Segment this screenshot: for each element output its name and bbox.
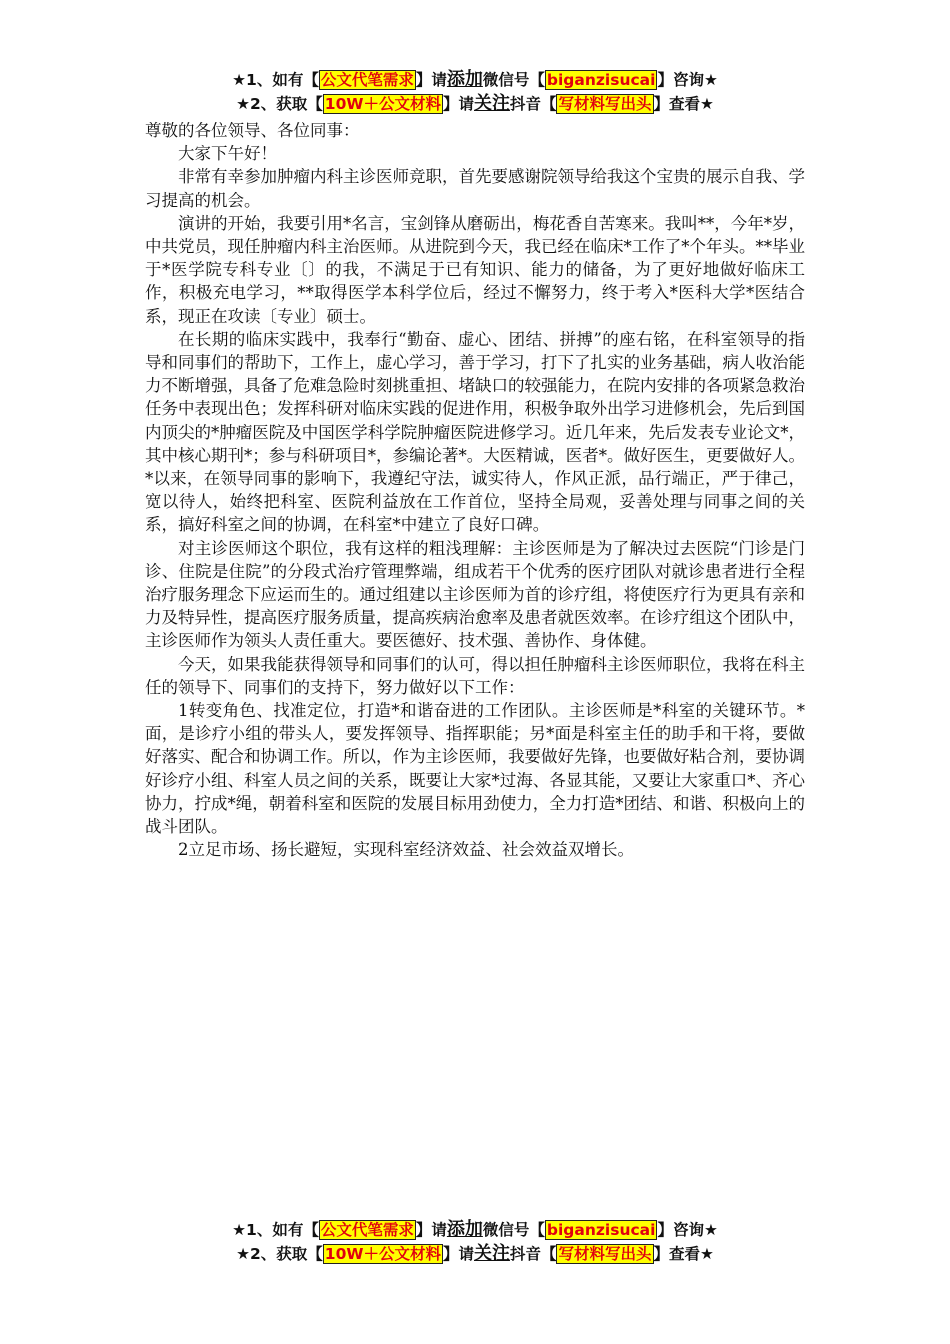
header-highlight-wechat-id: biganzisucai xyxy=(546,71,656,89)
footer-emphasis-follow: 关注 xyxy=(473,1243,510,1264)
header-emphasis-follow: 关注 xyxy=(473,93,510,114)
footer-line-1 xyxy=(0,1218,950,1242)
header-line-1-text-a: 1、如有【 xyxy=(246,71,319,89)
header-line-1-text-c: 微信号【 xyxy=(482,71,545,89)
footer-line-1-text-c: 微信号【 xyxy=(482,1221,545,1239)
footer-line-2-text-a: 2、获取【 xyxy=(249,1245,323,1263)
header-line-2-text-b: 】请 xyxy=(442,95,474,113)
star-icon: ★ xyxy=(236,95,250,113)
header-line-1-text-b: 】请 xyxy=(415,71,447,89)
footer-line-1-text-d: 】咨询★ xyxy=(657,1221,718,1239)
paragraph-greeting: 大家下午好！ xyxy=(178,144,277,164)
header-line-1 xyxy=(0,68,950,92)
header-emphasis-add: 添加 xyxy=(446,69,483,90)
header-highlight-douyin: 写材料写出头 xyxy=(558,95,652,113)
footer-line-1-text-a: 1、如有【 xyxy=(246,1221,319,1239)
header-banner xyxy=(0,68,950,116)
footer-line-2-text-b: 】请 xyxy=(442,1245,474,1263)
header-line-2-text-d: 】查看★ xyxy=(653,95,714,113)
speech-body xyxy=(145,119,805,862)
star-icon: ★ xyxy=(232,1221,247,1239)
paragraph-plan-intro: 今天，如果我能获得领导和同事们的认可，得以担任肿瘤科主诊医师职位，我将在科主任的领导下、同事们的支持下，努力做好以下工作： xyxy=(145,654,805,697)
salutation: 尊敬的各位领导、各位同事： xyxy=(145,121,360,140)
header-line-2 xyxy=(0,92,950,116)
footer-line-1-text-b: 】请 xyxy=(415,1221,447,1239)
paragraph-plan-1: 1转变角色、找准定位，打造*和谐奋进的工作团队。主诊医师是*科室的关键环节。*面，是诊疗小组的带头人，要发挥领导、指挥职能；另*面是科室主任的助手和干将，要做好落实、配合和协调工作。所以，作为主诊医师，我要做好先锋，也要做好粘合剂，要协调好诊疗小组、科室人员之间的关系，既要让大家*过海、各显其能，又要让大家重口*、齐心协力，拧成*绳，朝着科室和医院的发展目标用劲使力，全力打造*团结、和谐、积极向上的战斗团队。 xyxy=(145,701,805,837)
footer-banner xyxy=(0,1218,950,1266)
footer-line-2-text-d: 】查看★ xyxy=(653,1245,714,1263)
footer-line-2 xyxy=(0,1242,950,1266)
paragraph-thanks: 非常有幸参加肿瘤内科主诊医师竞职，首先要感谢院领导给我这个宝贵的展示自我、学习提高的机会。 xyxy=(145,167,805,210)
star-icon: ★ xyxy=(232,71,247,89)
footer-highlight-materials: 10W＋公文材料 xyxy=(324,1245,441,1263)
footer-line-2-text-c: 抖音【 xyxy=(509,1245,557,1263)
header-line-2-text-c: 抖音【 xyxy=(509,95,557,113)
paragraph-plan-2: 2立足市场、扬长避短，实现科室经济效益、社会效益双增长。 xyxy=(178,840,634,860)
header-highlight-materials: 10W＋公文材料 xyxy=(324,95,441,113)
footer-highlight-douyin: 写材料写出头 xyxy=(558,1245,652,1263)
header-line-1-text-d: 】咨询★ xyxy=(657,71,718,89)
footer-emphasis-add: 添加 xyxy=(446,1219,483,1240)
header-highlight-service: 公文代笔需求 xyxy=(320,71,414,89)
star-icon: ★ xyxy=(236,1245,250,1263)
footer-highlight-service: 公文代笔需求 xyxy=(320,1221,414,1239)
paragraph-experience: 在长期的临床实践中，我奉行“勤奋、虚心、团结、拼搏”的座右铭，在科室领导的指导和同事们的帮助下，工作上，虚心学习，善于学习，打下了扎实的业务基础，病人收治能力不断增强，具备了危难急险时刻挑重担、堵缺口的较强能力，在院内安排的各项紧急救治任务中表现出色；发挥科研对临床实践的促进作用，积极争取外出学习进修机会，先后到国内顶尖的*肿瘤医院及中国医学科学院肿瘤医院进修学习。近几年来，先后发表专业论文*，其中核心期刊*；参与科研项目*，参编论著*。大医精诚，医者*。做好医生，更要做好人。*以来，在领导同事的影响下，我遵纪守法，诚实待人，作风正派，品行端正，严于律己，宽以待人，始终把科室、医院利益放在工作首位，坚持全局观，妥善处理与同事之间的关系，搞好科室之间的协调，在科室*中建立了良好口碑。 xyxy=(145,329,805,535)
paragraph-introduction: 演讲的开始，我要引用*名言，宝剑锋从磨砺出，梅花香自苦寒来。我叫**，今年*岁，中共党员，现任肿瘤内科主治医师。从进院到今天，我已经在临床*工作了*个年头。**毕业于*医学院专科专业〔〕的我，不满足于已有知识、能力的储备，为了更好地做好临床工作，积极充电学习，**取得医学本科学位后，经过不懈努力，终于考入*医科大学*医结合系，现正在攻读〔专业〕硕士。 xyxy=(145,213,805,326)
header-line-2-text-a: 2、获取【 xyxy=(249,95,323,113)
paragraph-understanding: 对主诊医师这个职位，我有这样的粗浅理解：主诊医师是为了解决过去医院“门诊是门诊、住院是住院”的分段式治疗管理弊端，组成若干个优秀的医疗团队对就诊患者进行全程治疗服务理念下应运而生的。通过组建以主诊医师为首的诊疗组，将使医疗行为更具有亲和力及特异性，提高医疗服务质量，提高疾病治愈率及患者就医效率。在诊疗组这个团队中，主诊医师作为领头人责任重大。要医德好、技术强、善协作、身体健。 xyxy=(145,538,805,651)
footer-highlight-wechat-id: biganzisucai xyxy=(546,1221,656,1239)
